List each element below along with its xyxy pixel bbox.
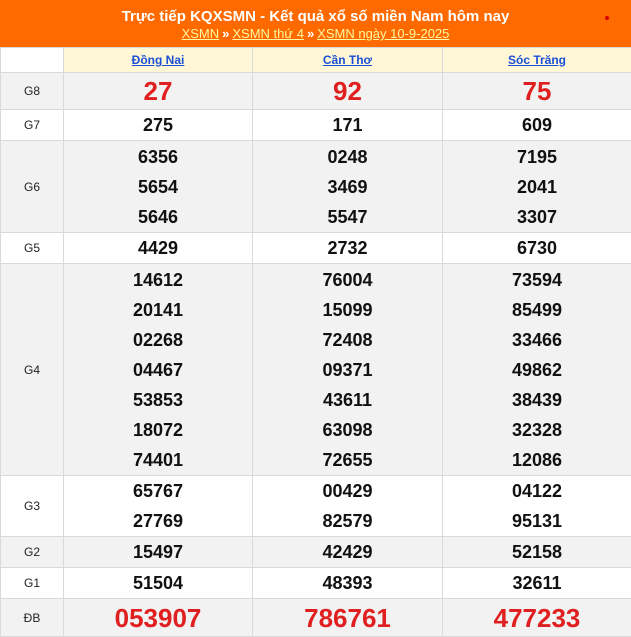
prize-number: 43611 <box>253 385 442 415</box>
prize-number: 053907 <box>64 600 252 636</box>
breadcrumb-separator: » <box>307 26 314 41</box>
prize-row <box>1 568 631 599</box>
prize-number: 275 <box>64 110 252 140</box>
prize-row <box>1 476 631 537</box>
prize-cell <box>253 141 443 233</box>
prize-number: 786761 <box>253 600 442 636</box>
prize-number: 63098 <box>253 415 442 445</box>
prize-number: 52158 <box>443 537 631 567</box>
prize-number: 53853 <box>64 385 252 415</box>
prize-cell <box>443 264 631 476</box>
province-link-dong-nai[interactable]: Đồng Nai <box>132 53 185 67</box>
prize-cell <box>253 110 443 141</box>
prize-number: 3469 <box>253 172 442 202</box>
prize-cell <box>253 537 443 568</box>
prize-number: 02268 <box>64 325 252 355</box>
prize-number: 7195 <box>443 142 631 172</box>
prize-number: 171 <box>253 110 442 140</box>
prize-number: 32328 <box>443 415 631 445</box>
prize-row <box>1 537 631 568</box>
table-header-row <box>1 48 631 73</box>
prize-number: 0248 <box>253 142 442 172</box>
status-dot <box>605 16 609 20</box>
header-blank-cell <box>1 48 64 73</box>
prize-cell <box>253 264 443 476</box>
prize-number: 6730 <box>443 233 631 263</box>
prize-label: G4 <box>1 264 64 476</box>
prize-number: 85499 <box>443 295 631 325</box>
breadcrumb-xsmn[interactable]: XSMN <box>182 26 220 41</box>
prize-number: 27 <box>64 73 252 109</box>
prize-number: 09371 <box>253 355 442 385</box>
province-link-soc-trang[interactable]: Sóc Trăng <box>508 53 566 67</box>
prize-number: 609 <box>443 110 631 140</box>
prize-cell <box>64 476 253 537</box>
prize-number: 27769 <box>64 506 252 536</box>
breadcrumb-separator: » <box>222 26 229 41</box>
prize-number: 82579 <box>253 506 442 536</box>
prize-cell <box>443 476 631 537</box>
header-province <box>64 48 253 73</box>
page-title: Trực tiếp KQXSMN - Kết quả xổ số miền Nam hôm nay <box>0 0 631 24</box>
prize-row <box>1 233 631 264</box>
breadcrumb-xsmn-thu-4[interactable]: XSMN thứ 4 <box>232 26 304 41</box>
results-table <box>0 47 631 637</box>
prize-number: 4429 <box>64 233 252 263</box>
prize-cell <box>253 599 443 637</box>
prize-cell <box>64 73 253 110</box>
prize-number: 6356 <box>64 142 252 172</box>
prize-number: 51504 <box>64 568 252 598</box>
prize-row <box>1 110 631 141</box>
prize-cell <box>253 73 443 110</box>
breadcrumb <box>0 27 631 41</box>
prize-cell <box>443 568 631 599</box>
province-link-can-tho[interactable]: Cần Thơ <box>323 53 372 67</box>
prize-number: 92 <box>253 73 442 109</box>
prize-cell <box>443 537 631 568</box>
prize-number: 73594 <box>443 265 631 295</box>
prize-number: 00429 <box>253 476 442 506</box>
prize-row <box>1 599 631 637</box>
prize-cell <box>253 233 443 264</box>
prize-number: 48393 <box>253 568 442 598</box>
prize-number: 32611 <box>443 568 631 598</box>
prize-cell <box>64 264 253 476</box>
prize-number: 5646 <box>64 202 252 232</box>
prize-row <box>1 264 631 476</box>
prize-number: 04467 <box>64 355 252 385</box>
prize-number: 477233 <box>443 600 631 636</box>
prize-cell <box>253 568 443 599</box>
prize-number: 49862 <box>443 355 631 385</box>
prize-number: 3307 <box>443 202 631 232</box>
prize-number: 14612 <box>64 265 252 295</box>
prize-number: 15099 <box>253 295 442 325</box>
prize-number: 12086 <box>443 445 631 475</box>
prize-cell <box>443 141 631 233</box>
prize-number: 2732 <box>253 233 442 263</box>
prize-number: 65767 <box>64 476 252 506</box>
prize-number: 42429 <box>253 537 442 567</box>
prize-label: G1 <box>1 568 64 599</box>
prize-label: ĐB <box>1 599 64 637</box>
prize-label: G3 <box>1 476 64 537</box>
prize-cell <box>64 537 253 568</box>
prize-number: 2041 <box>443 172 631 202</box>
prize-number: 72408 <box>253 325 442 355</box>
prize-label: G2 <box>1 537 64 568</box>
header-province <box>253 48 443 73</box>
prize-label: G6 <box>1 141 64 233</box>
prize-cell <box>64 233 253 264</box>
prize-number: 18072 <box>64 415 252 445</box>
prize-label: G5 <box>1 233 64 264</box>
prize-number: 04122 <box>443 476 631 506</box>
prize-number: 74401 <box>64 445 252 475</box>
prize-cell <box>64 110 253 141</box>
prize-cell <box>64 141 253 233</box>
prize-number: 5547 <box>253 202 442 232</box>
prize-cell <box>443 73 631 110</box>
prize-row <box>1 73 631 110</box>
prize-number: 15497 <box>64 537 252 567</box>
prize-number: 5654 <box>64 172 252 202</box>
prize-cell <box>64 599 253 637</box>
breadcrumb-xsmn-date[interactable]: XSMN ngày 10-9-2025 <box>317 26 449 41</box>
prize-number: 33466 <box>443 325 631 355</box>
prize-cell <box>443 599 631 637</box>
prize-number: 72655 <box>253 445 442 475</box>
prize-number: 95131 <box>443 506 631 536</box>
prize-number: 76004 <box>253 265 442 295</box>
prize-cell <box>64 568 253 599</box>
prize-label: G8 <box>1 73 64 110</box>
prize-label: G7 <box>1 110 64 141</box>
page-header <box>0 0 631 47</box>
header-province <box>443 48 631 73</box>
prize-number: 75 <box>443 73 631 109</box>
prize-cell <box>443 110 631 141</box>
prize-number: 20141 <box>64 295 252 325</box>
prize-row <box>1 141 631 233</box>
prize-number: 38439 <box>443 385 631 415</box>
prize-cell <box>253 476 443 537</box>
prize-cell <box>443 233 631 264</box>
